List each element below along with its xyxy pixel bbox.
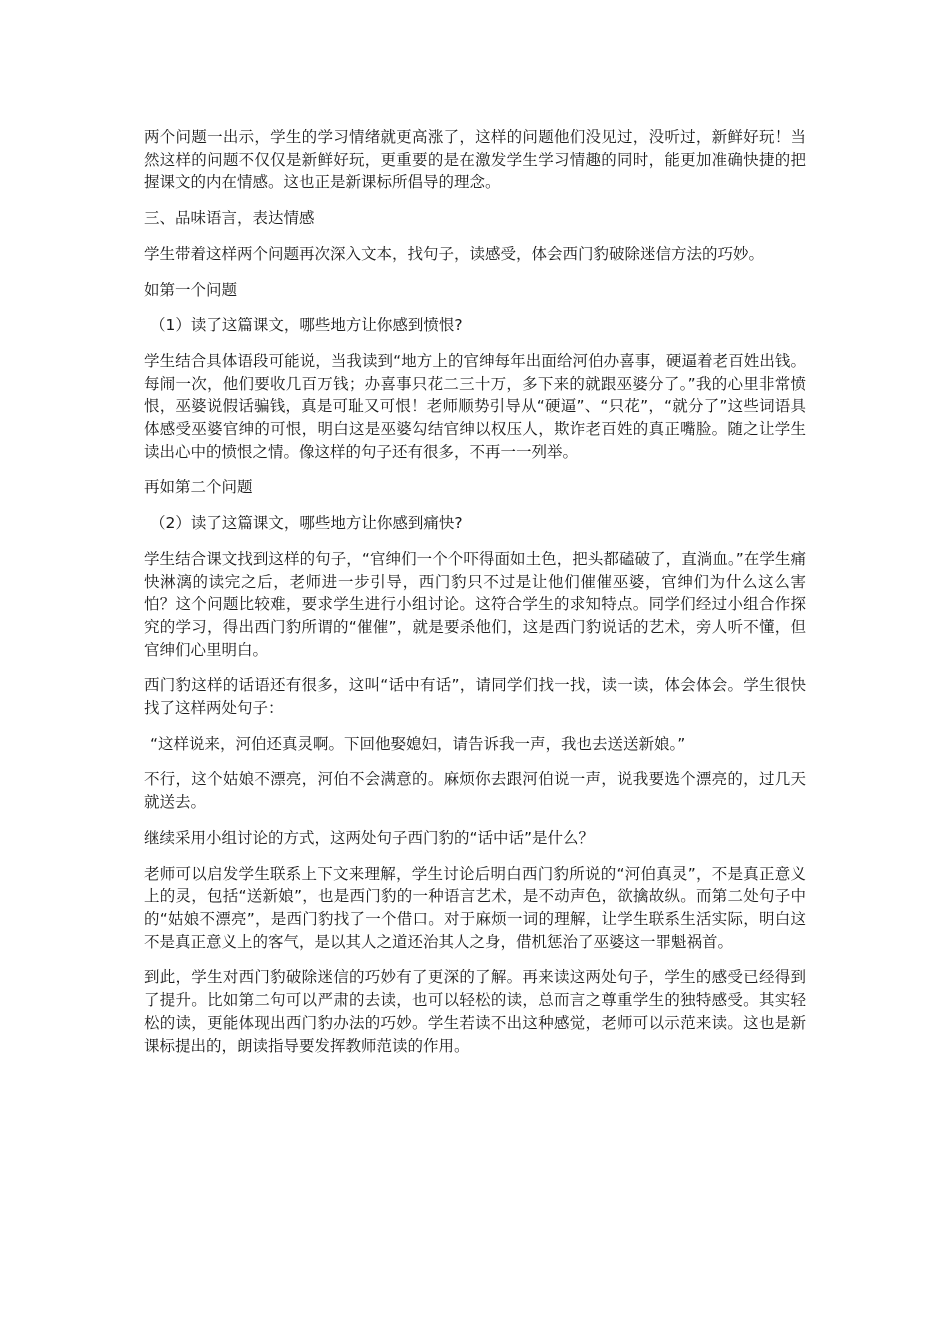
- section-heading: 三、品味语言，表达情感: [144, 209, 315, 228]
- paragraph-question-two-answer: 学生结合课文找到这样的句子，“官绅们一个个吓得面如土色，把头都磕破了，直淌血。”在学生痛快淋漓的读完之后，老师进一步引导，西门豹只不过是让他们催催巫婆，官绅们为什么这么害怕？这个问题比较难，要求学生进行小组讨论。这符合学生的求知特点。同学们经过小组合作探究的学习，得出西门豹所谓的“催催”，就是要杀他们，这是西门豹说话的艺术，旁人听不懂，但官绅们心里明白。: [144, 549, 806, 659]
- paragraph-question-one-intro: 如第一个问题: [144, 280, 238, 299]
- paragraph-task: 学生带着这样两个问题再次深入文本，找句子，读感受，体会西门豹破除迷信方法的巧妙。: [144, 244, 765, 263]
- paragraph-group-discussion: 继续采用小组讨论的方式，这两处句子西门豹的“话中话”是什么？: [144, 828, 595, 847]
- quote-sentence-two: 不行，这个姑娘不漂亮，河伯不会满意的。麻烦你去跟河伯说一声，说我要选个漂亮的，过几天就送去。: [144, 770, 806, 812]
- quote-sentence-one: “这样说来，河伯还真灵啊。下回他娶媳妇，请告诉我一声，我也去送送新娘。”: [150, 734, 686, 753]
- paragraph-question-two-intro: 再如第二个问题: [144, 478, 253, 497]
- document-body: [144, 126, 806, 1070]
- question-one: （1）读了这篇课文，哪些地方让你感到愤恨?: [150, 316, 463, 335]
- paragraph-intro: 两个问题一出示，学生的学习情绪就更高涨了，这样的问题他们没见过，没听过，新鲜好玩！当然这样的问题不仅仅是新鲜好玩，更重要的是在激发学生学习情趣的同时，能更加准确快捷的把握课文的内在情感。这也正是新课标所倡导的理念。: [144, 128, 806, 192]
- paragraph-question-one-answer: 学生结合具体语段可能说，当我读到“地方上的官绅每年出面给河伯办喜事，硬逼着老百姓出钱。每闹一次，他们要收几百万钱；办喜事只花二三十万，多下来的就跟巫婆分了。”我的心里非常愤恨，巫婆说假话骗钱，真是可耻又可恨！老师顺势引导从“硬逼”、“只花”，“就分了”这些词语具体感受巫婆官绅的可恨，明白这是巫婆勾结官绅以权压人，欺诈老百姓的真正嘴脸。随之让学生读出心中的愤恨之情。像这样的句子还有很多，不再一一列举。: [144, 351, 806, 461]
- paragraph-implied-meaning: 西门豹这样的话语还有很多，这叫“话中有话”，请同学们找一找，读一读，体会体会。学生很快找了这样两处句子：: [144, 676, 806, 718]
- paragraph-teacher-guidance: 老师可以启发学生联系上下文来理解，学生讨论后明白西门豹所说的“河伯真灵”，不是真正意义上的灵，包括“送新娘”，也是西门豹的一种语言艺术，是不动声色，欲擒故纵。而第二处句子中的“姑娘不漂亮”，是西门豹找了一个借口。对于麻烦一词的理解，让学生联系生活实际，明白这不是真正意义上的客气，是以其人之道还治其人之身，借机惩治了巫婆这一罪魁祸首。: [144, 864, 806, 951]
- paragraph-conclusion: 到此，学生对西门豹破除迷信的巧妙有了更深的了解。再来读这两处句子，学生的感受已经得到了提升。比如第二句可以严肃的去读，也可以轻松的读，总而言之尊重学生的独特感受。其实轻松的读，更能体现出西门豹办法的巧妙。学生若读不出这种感觉，老师可以示范来读。这也是新课标提出的，朗读指导要发挥教师范读的作用。: [144, 968, 806, 1055]
- question-two: （2）读了这篇课文，哪些地方让你感到痛快?: [150, 514, 463, 533]
